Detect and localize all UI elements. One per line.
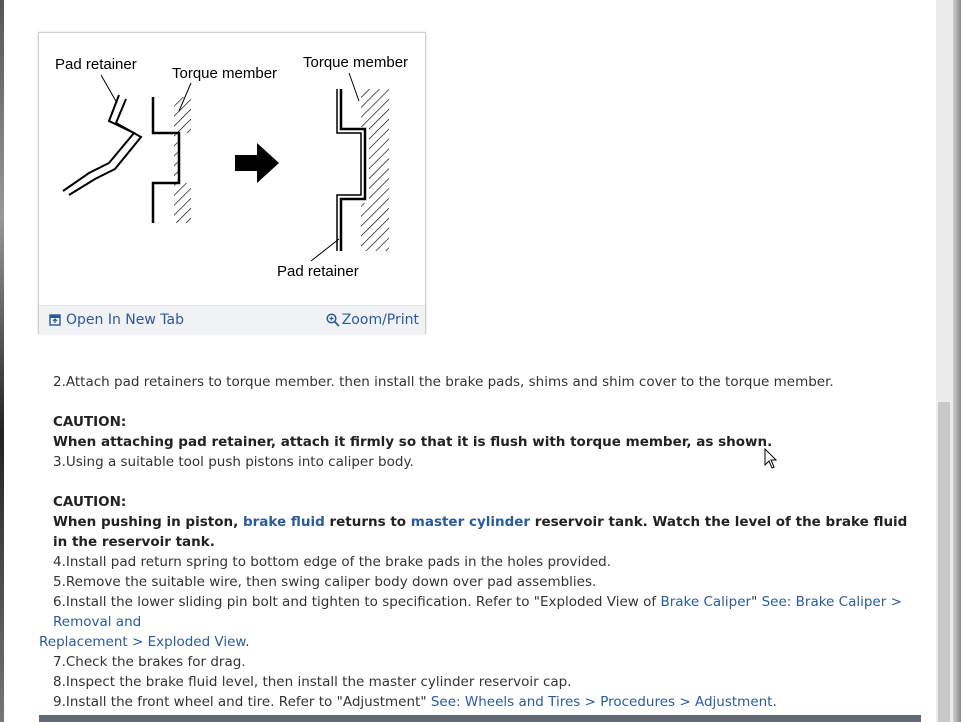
step-9-prefix: 9.Install the front wheel and tire. Refer to "Adjustment" bbox=[53, 694, 431, 710]
caution-2-suffix: reservoir tank. Watch the level of the brake fluid in the reservoir tank. bbox=[53, 514, 908, 550]
footer-bar bbox=[39, 715, 921, 722]
open-in-new-tab-label: Open In New Tab bbox=[66, 312, 184, 328]
figure-card bbox=[38, 32, 426, 334]
see-wheels-tires-link[interactable]: See: Wheels and Tires > Procedures > Adjustment bbox=[430, 694, 773, 710]
brake-fluid-link[interactable]: brake fluid bbox=[242, 514, 325, 530]
step-6-end: . bbox=[245, 634, 250, 650]
brake-caliper-link[interactable]: Brake Caliper bbox=[660, 594, 752, 610]
see-brake-caliper-link-continued[interactable]: Replacement > Exploded View bbox=[39, 634, 246, 650]
procedure-steps bbox=[39, 372, 919, 712]
see-brake-caliper-link[interactable]: See: Brake Caliper > Removal and bbox=[53, 594, 902, 630]
step-3: 3.Using a suitable tool push pistons into caliper body. bbox=[53, 454, 414, 470]
step-9 bbox=[39, 692, 919, 712]
step-6 bbox=[39, 592, 919, 632]
label-pad-retainer-right: Pad retainer bbox=[277, 263, 359, 280]
caution-2-text bbox=[39, 512, 919, 552]
step-6-continued bbox=[39, 632, 919, 652]
zoom-icon bbox=[326, 313, 340, 327]
pad-retainer-diagram bbox=[39, 33, 425, 305]
step-7: 7.Check the brakes for drag. bbox=[53, 654, 246, 670]
label-torque-member-right: Torque member bbox=[303, 54, 409, 71]
leader-line bbox=[101, 75, 117, 103]
label-pad-retainer-left: Pad retainer bbox=[55, 56, 137, 73]
vertical-scrollbar[interactable] bbox=[936, 0, 961, 722]
scrollbar-thumb[interactable] bbox=[938, 402, 950, 722]
right-arrow-icon bbox=[235, 143, 279, 183]
step-8: 8.Inspect the brake fluid level, then install the master cylinder reservoir cap. bbox=[53, 674, 572, 690]
open-in-new-tab-link[interactable] bbox=[49, 312, 184, 328]
torque-member-part-left bbox=[153, 97, 191, 223]
step-6-quote: " bbox=[751, 594, 762, 610]
caution-2-mid: returns to bbox=[324, 514, 411, 530]
leader-line bbox=[349, 73, 359, 101]
assembled-part-right bbox=[337, 89, 389, 251]
master-cylinder-link[interactable]: master cylinder bbox=[410, 514, 531, 530]
step-9-end: . bbox=[772, 694, 777, 710]
caution-2-title: CAUTION: bbox=[53, 494, 127, 510]
pad-retainer-part-left bbox=[63, 95, 141, 195]
figure-toolbar bbox=[39, 305, 425, 334]
step-6-prefix: 6.Install the lower sliding pin bolt and tighten to specification. Refer to "Exploded View of bbox=[53, 594, 661, 610]
mouse-cursor-icon bbox=[764, 448, 778, 470]
step-2: 2.Attach pad retainers to torque member. then install the brake pads, shims and shim cover to the torque member. bbox=[53, 374, 834, 390]
window-right-edge bbox=[953, 0, 961, 722]
caution-2-prefix: When pushing in piston, bbox=[53, 514, 243, 530]
step-4: 4.Install pad return spring to bottom edge of the brake pads in the holes provided. bbox=[53, 554, 612, 570]
label-torque-member-left: Torque member bbox=[172, 65, 278, 82]
caution-1-title: CAUTION: bbox=[53, 414, 127, 430]
zoom-print-label: Zoom/Print bbox=[341, 312, 419, 328]
leader-line bbox=[311, 239, 339, 261]
step-5: 5.Remove the suitable wire, then swing caliper body down over pad assemblies. bbox=[53, 574, 597, 590]
zoom-print-link[interactable] bbox=[326, 312, 419, 328]
caution-1-text: When attaching pad retainer, attach it firmly so that it is flush with torque member, as shown. bbox=[53, 434, 773, 450]
new-tab-icon bbox=[49, 314, 61, 326]
